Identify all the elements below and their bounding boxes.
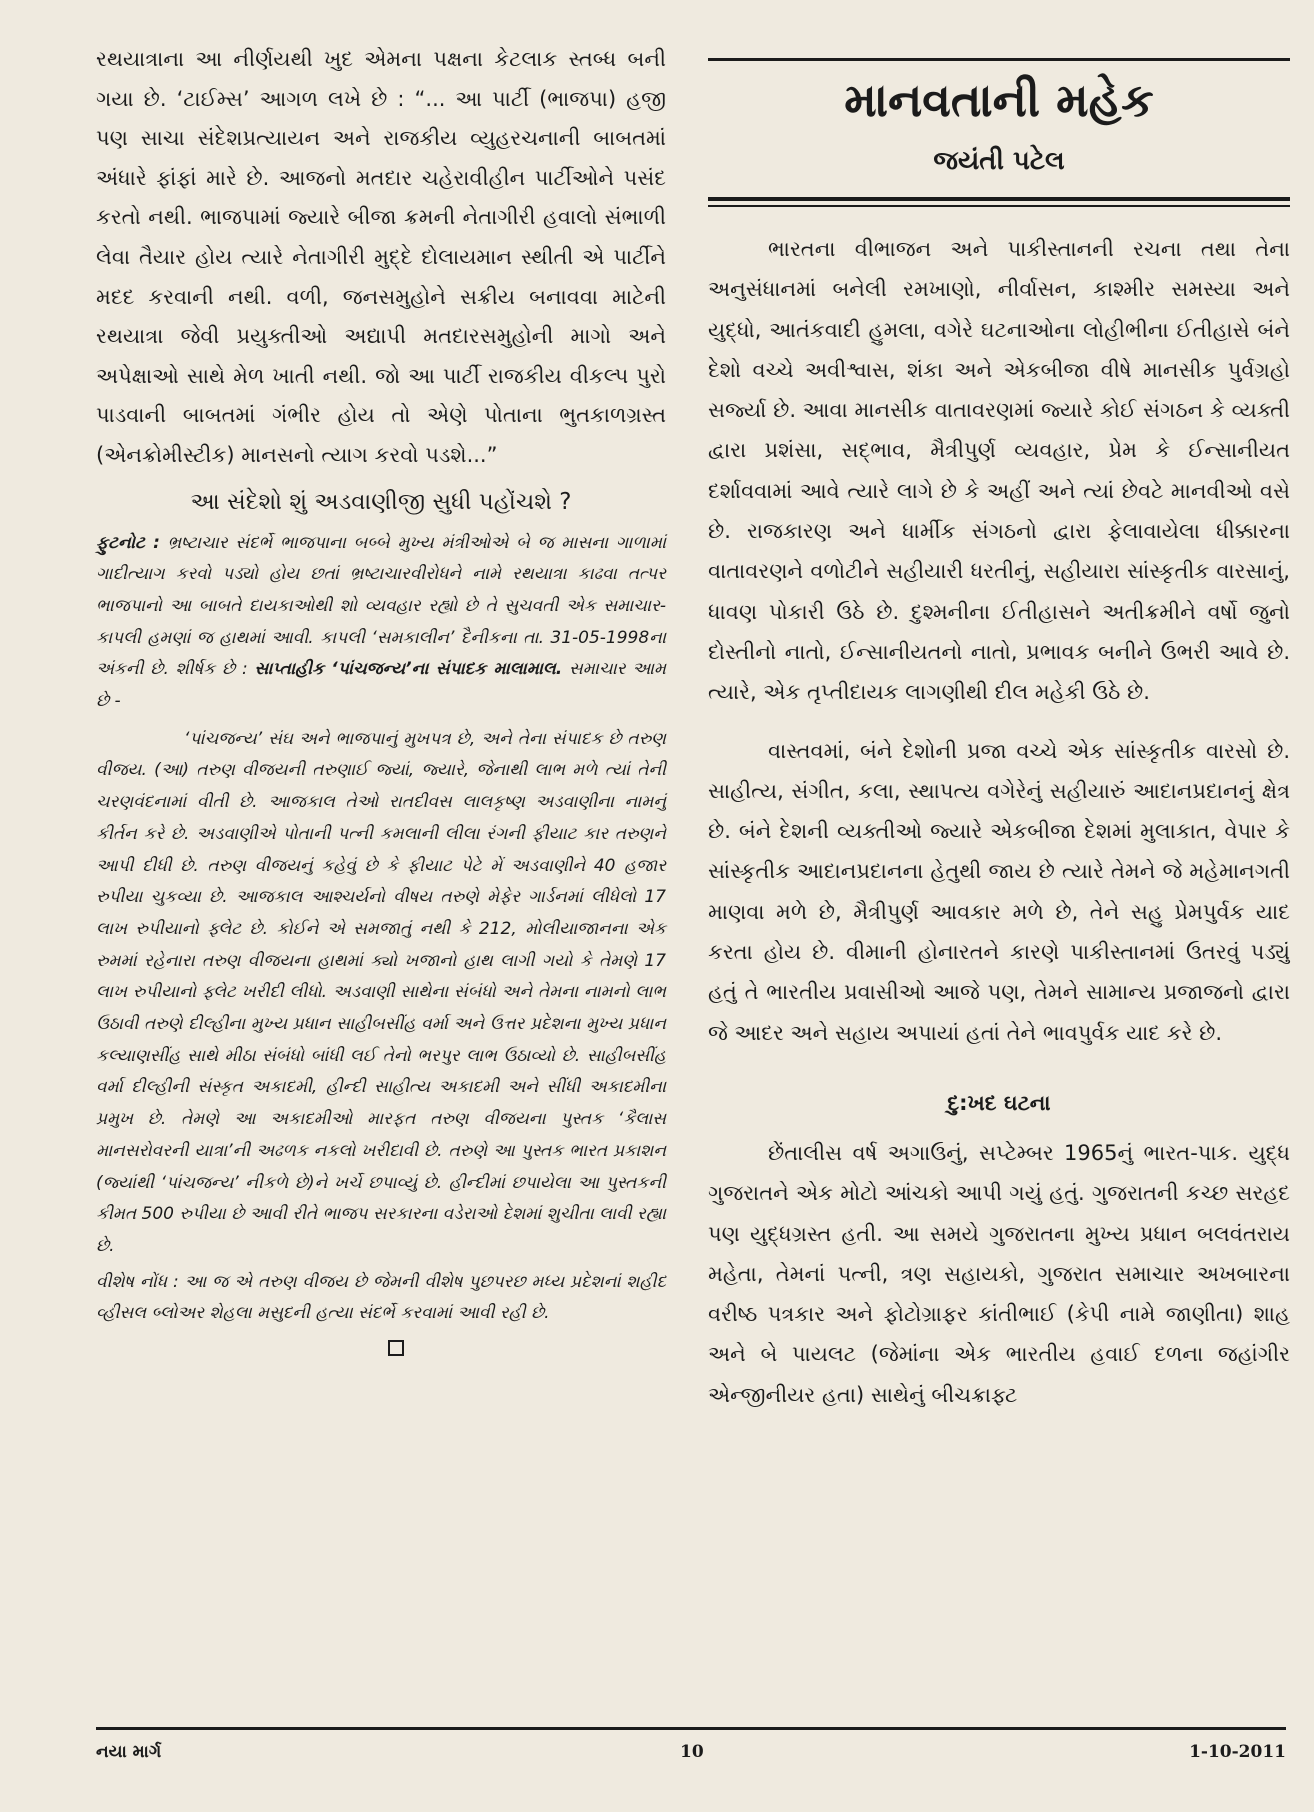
footnote-headline: સાપ્તાહીક ‘પાંચજન્ય’ના સંપાદક માલામાલ. xyxy=(254,659,563,680)
left-question: આ સંદેશો શું અડવાણીજી સુધી પહોંચશે ? xyxy=(190,488,572,515)
right-column xyxy=(708,40,1290,1415)
footer-magazine-name: નયા માર્ગ xyxy=(96,1742,162,1762)
double-rule xyxy=(708,197,1290,207)
left-column xyxy=(96,40,666,1356)
footnote-tail: સમાચાર આમ છે - xyxy=(96,659,666,712)
footnote-text: ભ્રષ્ટાચાર સંદર્ભે ભાજપાના બબ્બે મુખ્ય મંત્રીઓએ બે જ માસના ગાળામાં ગાદીત્યાગ કરવો પડ્યો હોય છતાં ભ્રષ્ટાચારવીરોધને નામે રથયાત્રા કાઢવા તત્પર ભાજપાનો આ બાબતે દાયકાઓથી શો વ્યવહાર રહ્યો છે તે સુચવતી એક સમાચાર-કાપલી હમણાં જ હાથમાં આવી. કાપલી ‘સમકાલીન’ દૈનીકના તા. 31-05-1998ના અંકની છે. શીર્ષક છે : xyxy=(96,532,666,680)
right-paragraph-2: વાસ્તવમાં, બંને દેશોની પ્રજા વચ્ચે એક સાંસ્કૃતીક વારસો છે. સાહીત્ય, સંગીત, કલા, સ્થાપત્ય વગેરેનું સહીયારું આદાનપ્રદાનનું ક્ષેત્ર છે. બંને દેશની વ્યક્તીઓ જ્યારે એકબીજા દેશમાં મુલાકાત, વેપાર કે સાંસ્કૃતીક આદાનપ્રદાનના હેતુથી જાય છે ત્યારે તેમને જે મહેમાનગતી માણવા મળે છે, મૈત્રીપુર્ણ આવકાર મળે છે, તેને સહુ પ્રેમપુર્વક યાદ કરતા હોય છે. વીમાની હોનારતને કારણે પાકીસ્તાનમાં ઉતરવું પડ્યું હતું તે ભારતીય પ્રવાસીઓ આજે પણ, તેમને સામાન્ય પ્રજાજનો દ્વારા જે આદર અને સહાય અપાયાં હતાં તેને ભાવપુર્વક યાદ કરે છે. xyxy=(708,738,1290,1045)
article-headline: માનવતાની મહેક xyxy=(844,73,1154,127)
left-paragraph-1: રથયાત્રાના આ નીર્ણયથી ખુદ એમના પક્ષના કેટલાક સ્તબ્ધ બની ગયા છે. ‘ટાઈમ્સ’ આગળ લખે છે : “... આ પાર્ટી (ભાજપા) હજી પણ સાચા સંદેશપ્રત્યાયન અને રાજકીય વ્યુહરચનાની બાબતમાં અંધારે ફાંફાં મારે છે. આજનો મતદાર ચહેરાવીહીન પાર્ટીઓને પસંદ કરતો નથી. ભાજપામાં જ્યારે બીજા ક્રમની નેતાગીરી હવાલો સંભાળી લેવા તૈયાર હોય ત્યારે નેતાગીરી મુદ્દે દોલાયમાન સ્થીતી એ પાર્ટીને મદદ કરવાની નથી. વળી, જનસમુહોને સક્રીય બનાવવા માટેની રથયાત્રા જેવી પ્રયુક્તીઓ અદ્યાપી મતદારસમુહોની માગો અને અપેક્ષાઓ સાથે મેળ ખાતી નથી. જો આ પાર્ટી રાજકીય વીકલ્પ પુરો પાડવાની બાબતમાં ગંભીર હોય તો એણે પોતાના ભુતકાળગ્રસ્ત (એનક્રોમીસ્ટીક) માનસનો ત્યાગ કરવો પડશે...” xyxy=(96,47,666,467)
right-paragraph-1: ભારતના વીભાજન અને પાકીસ્તાનની રચના તથા તેના અનુસંધાનમાં બનેલી રમખાણો, નીર્વાસન, કાશ્મીર સમસ્યા અને યુદ્ધો, આતંકવાદી હુમલા, વગેરે ઘટનાઓના લોહીભીના ઈતીહાસે બંને દેશો વચ્ચે અવીશ્વાસ, શંકા અને એકબીજા વીષે માનસીક પુર્વગ્રહો સર્જ્યા છે. આવા માનસીક વાતાવરણમાં જ્યારે કોઈ સંગઠન કે વ્યક્તી દ્વારા પ્રશંસા, સદ્ભાવ, મૈત્રીપુર્ણ વ્યવહાર, પ્રેમ કે ઈન્સાનીયત દર્શાવવામાં આવે ત્યારે લાગે છે કે અહીં અને ત્યાં છેવટે માનવીઓ વસે છે. રાજકારણ અને ધાર્મીક સંગઠનો દ્વારા ફેલાવાયેલા ધીક્કારના વાતાવરણને વળોટીને સહીયારી ધરતીનું, સહીયારા સાંસ્કૃતીક વારસાનું, ધાવણ પોકારી ઉઠે છે. દુશ્મનીના ઈતીહાસને અતીક્રમીને વર્ષો જુનો દોસ્તીનો નાતો, ઈન્સાનીયતનો નાતો, પ્રભાવક બનીને ઉભરી આવે છે. ત્યારે, એક તૃપ્તીદાયક લાગણીથી દીલ મહેકી ઉઠે છે. xyxy=(708,237,1290,705)
footer-rule xyxy=(96,1727,1286,1730)
top-rule xyxy=(708,58,1290,61)
footer-date: 1-10-2011 xyxy=(1189,1742,1286,1762)
footer-page-number: 10 xyxy=(680,1742,704,1762)
footnote-label: ફુટનોટ : xyxy=(96,532,160,553)
end-mark-icon xyxy=(388,1340,404,1356)
special-note: વીશેષ નોંધ : આ જ એ તરુણ વીજય છે જેમની વીશેષ પુછપરછ મધ્ય પ્રદેશનાં શહીદ વ્હીસલ બ્લોઅર શેહલા મસુદની હત્યા સંદર્ભે કરવામાં આવી રહી છે. xyxy=(96,1271,666,1324)
article-author: જયંતી પટેલ xyxy=(933,146,1065,176)
footnote xyxy=(96,528,666,718)
section-subheading: દુ:ખદ ઘટના xyxy=(947,1090,1051,1115)
right-paragraph-3: છેંતાલીસ વર્ષ અગાઉનું, સપ્ટેમ્બર 1965નું ભારત-પાક. યુદ્ધ ગુજરાતને એક મોટો આંચકો આપી ગયું હતું. ગુજરાતની કચ્છ સરહદ પણ યુદ્ધગ્રસ્ત હતી. આ સમયે ગુજરાતના મુખ્ય પ્રધાન બલવંતરાય મહેતા, તેમનાં પત્ની, ત્રણ સહાયકો, ગુજરાત સમાચાર અખબારના વરીષ્ઠ પત્રકાર અને ફોટોગ્રાફર કાંતીભાઈ (કેપી નામે જાણીતા) શાહ અને બે પાયલટ (જેમાંના એક ભારતીય હવાઈ દળના જહાંગીર એન્જીનીયર હતા) સાથેનું બીચક્રાફ્ટ xyxy=(708,1140,1290,1407)
news-clipping: ‘પાંચજન્ય’ સંઘ અને ભાજપાનું મુખપત્ર છે, અને તેના સંપાદક છે તરુણ વીજય. (આ) તરુણ વીજયની તરુણાઈ જ્યાં, જ્યારે, જેનાથી લાભ મળે ત્યાં તેની ચરણવંદનામાં વીતી છે. આજકાલ તેઓ રાતદીવસ લાલકૃષ્ણ અડવાણીના નામનું કીર્તન કરે છે. અડવાણીએ પોતાની પત્ની કમલાની લીલા રંગની ફીયાટ કાર તરુણને આપી દીધી છે. તરુણ વીજયનું કહેવું છે કે ફીયાટ પેટે મેં અડવાણીને 40 હજાર રુપીયા ચુકવ્યા છે. આજકાલ આશ્ચર્યનો વીષય તરુણે મેફેર ગાર્ડનમાં લીધેલો 17 લાખ રુપીયાનો ફ્લેટ છે. કોઈને એ સમજાતું નથી કે 212, મોલીયાજાનના એક રુમમાં રહેનારા તરુણ વીજયના હાથમાં ક્યો ખજાનો હાથ લાગી ગયો કે તેમણે 17 લાખ રુપીયાનો ફ્લેટ ખરીદી લીધો. અડવાણી સાથેના સંબંધો અને તેમના નામનો લાભ ઉઠાવી તરુણે દીલ્હીના મુખ્ય પ્રધાન સાહીબસીંહ વર્મા અને ઉત્તર પ્રદેશના મુખ્ય પ્રધાન કલ્યાણસીંહ સાથે મીઠા સંબંધો બાંધી લઈ તેનો ભરપુર લાભ ઉઠાવ્યો છે. સાહીબસીંહ વર્મા દીલ્હીની સંસ્કૃત અકાદમી, હીન્દી સાહીત્ય અકાદમી અને સીંધી અકાદમીના પ્રમુખ છે. તેમણે આ અકાદમીઓ મારફત તરુણ વીજયના પુસ્તક ‘કૈલાસ માનસરોવરની યાત્રા’ની અઢળક નકલો ખરીદાવી છે. તરુણે આ પુસ્તક ભારત પ્રકાશન (જ્યાંથી ‘પાંચજન્ય’ નીકળે છે)ને ખર્ચે છપાવ્યું છે. હીન્દીમાં છપાયેલા આ પુસ્તકની કીમત 500 રુપીયા છે આવી રીતે ભાજપ સરકારના વડેરાઓ દેશમાં શુચીતા લાવી રહ્યા છે. xyxy=(96,728,666,1256)
